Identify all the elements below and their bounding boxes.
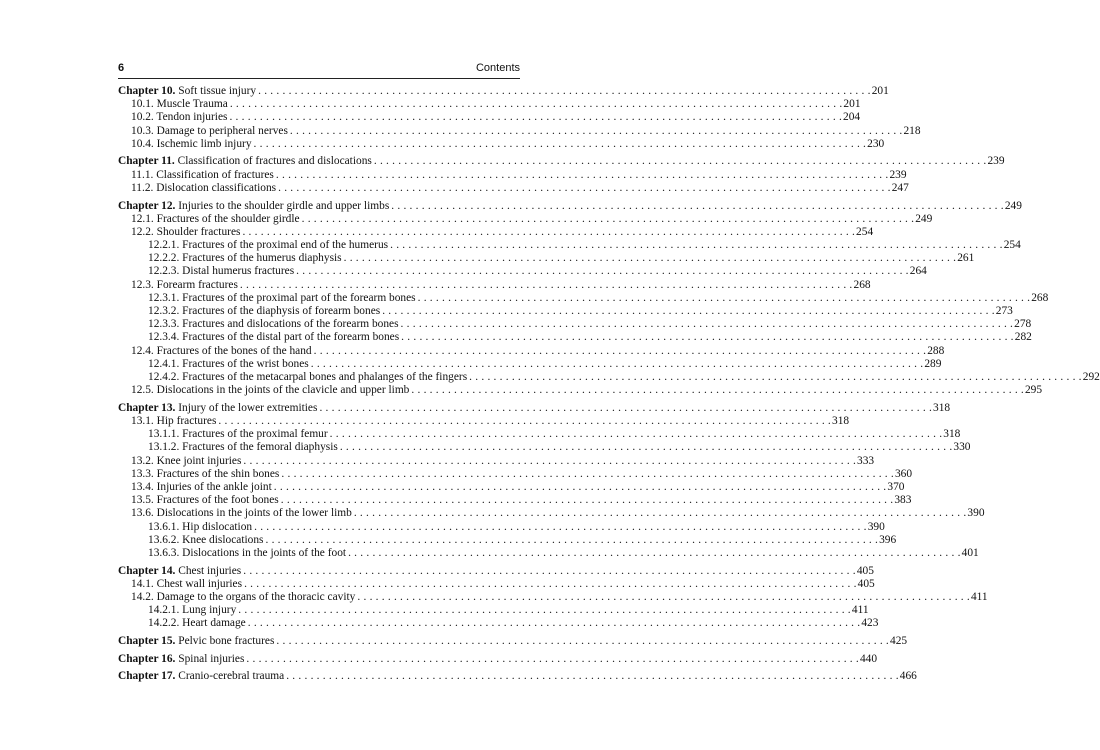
toc-entry-title bbox=[131, 591, 355, 604]
dot-leader bbox=[254, 521, 867, 534]
toc-entry-title bbox=[148, 441, 338, 454]
toc-section-entry bbox=[118, 124, 921, 138]
dot-leader bbox=[357, 591, 970, 604]
entry-label: 14.1. Chest wall injuries bbox=[131, 577, 243, 590]
toc-entry-title bbox=[118, 670, 284, 683]
toc-entry-title bbox=[131, 182, 276, 195]
entry-label: 10.1. Muscle Trauma bbox=[131, 98, 228, 111]
entry-page-number: 288 bbox=[927, 344, 945, 357]
entry-label: 12.4.1. Fractures of the wrist bones bbox=[148, 357, 309, 370]
entry-page-number: 273 bbox=[995, 305, 1013, 317]
toc-chapter-entry bbox=[118, 564, 874, 578]
toc-section-entry bbox=[118, 533, 897, 547]
entry-label: 12.3.3. Fractures and dislocations of the forearm bones bbox=[148, 318, 399, 331]
toc-entry-title bbox=[148, 371, 467, 384]
dot-leader bbox=[344, 252, 957, 265]
entry-page-number: 249 bbox=[915, 212, 933, 225]
dot-leader bbox=[243, 455, 856, 468]
entry-page-number: 466 bbox=[899, 670, 917, 683]
toc-entry-title bbox=[148, 252, 342, 265]
entry-label: 12.2.3. Distal humerus fractures bbox=[148, 265, 295, 278]
toc-entry-title bbox=[131, 415, 216, 428]
toc-chapter-entry bbox=[118, 85, 889, 98]
toc-chapter-entry bbox=[118, 652, 878, 666]
entry-page-number: 254 bbox=[1003, 239, 1021, 252]
toc-section-entry bbox=[118, 494, 912, 507]
toc-entry-title bbox=[148, 318, 399, 331]
entry-label: 12.3. Forearm fractures bbox=[131, 278, 238, 291]
toc-section-entry bbox=[118, 604, 869, 617]
entry-label: 12.2.2. Fractures of the humerus diaphysis bbox=[148, 252, 342, 265]
entry-page-number: 411 bbox=[970, 590, 988, 603]
toc-entry-title bbox=[131, 226, 240, 239]
toc-entry-title bbox=[131, 468, 279, 481]
toc-entry-title bbox=[118, 635, 274, 648]
entry-page-number: 292 bbox=[1082, 370, 1100, 383]
header-rule bbox=[118, 78, 520, 79]
toc-entry-title bbox=[148, 617, 246, 630]
chapter-number: Chapter 12. bbox=[118, 199, 176, 212]
entry-page-number: 383 bbox=[894, 494, 912, 507]
dot-leader bbox=[258, 85, 871, 98]
entry-label: 13.6.1. Hip dislocation bbox=[148, 520, 253, 533]
entry-page-number: 201 bbox=[843, 98, 861, 111]
toc-section-entry bbox=[118, 181, 909, 195]
toc-section-entry bbox=[118, 480, 905, 494]
toc-chapter-entry bbox=[118, 635, 908, 648]
toc-entry-title bbox=[148, 265, 294, 278]
entry-page-number: 254 bbox=[856, 225, 874, 238]
entry-label: 12.2.1. Fractures of the proximal end of the humerus bbox=[148, 239, 389, 252]
dot-leader bbox=[348, 547, 961, 560]
dot-leader bbox=[401, 331, 1014, 344]
entry-page-number: 396 bbox=[879, 533, 897, 546]
entry-page-number: 333 bbox=[857, 454, 875, 467]
toc-section-entry bbox=[118, 291, 1049, 305]
entry-page-number: 239 bbox=[987, 155, 1005, 168]
entry-label: 13.6. Dislocations in the joints of the lower limb bbox=[131, 507, 352, 520]
entry-label: 11.1. Classification of fractures bbox=[131, 168, 274, 181]
entry-label: 12.4. Fractures of the bones of the hand bbox=[131, 344, 312, 357]
toc-chapter-entry bbox=[118, 670, 917, 683]
entry-page-number: 218 bbox=[903, 124, 921, 137]
entry-page-number: 423 bbox=[861, 617, 879, 630]
dot-leader bbox=[244, 578, 857, 591]
toc-section-entry bbox=[118, 384, 1043, 397]
dot-leader bbox=[401, 318, 1014, 331]
entry-page-number: 360 bbox=[894, 467, 913, 480]
entry-page-number: 230 bbox=[867, 137, 885, 150]
toc-section-entry bbox=[118, 344, 945, 358]
toc-section-entry bbox=[118, 546, 979, 560]
entry-page-number: 401 bbox=[961, 546, 979, 559]
toc-entry-title bbox=[131, 494, 279, 507]
entry-page-number: 278 bbox=[1014, 318, 1032, 331]
toc-entry-title bbox=[148, 239, 388, 252]
toc-entry-title bbox=[131, 98, 228, 111]
chapter-number: Chapter 15. bbox=[118, 635, 176, 647]
toc-section-entry bbox=[118, 577, 875, 591]
dot-leader bbox=[314, 345, 927, 358]
entry-label: 13.2. Knee joint injuries bbox=[131, 454, 242, 467]
toc-section-entry bbox=[118, 98, 861, 111]
toc-entry-title bbox=[148, 534, 263, 547]
entry-label: Classification of fractures and dislocations bbox=[177, 155, 372, 168]
toc-entry-title bbox=[131, 507, 352, 520]
toc-section-entry bbox=[118, 278, 871, 292]
toc-section-entry bbox=[118, 370, 1100, 384]
dot-leader bbox=[276, 169, 889, 182]
entry-page-number: 390 bbox=[867, 520, 885, 533]
chapter-number: Chapter 17. bbox=[118, 670, 176, 683]
chapter-number: Chapter 11. bbox=[118, 155, 175, 168]
entry-label: Pelvic bone fractures bbox=[178, 635, 275, 647]
entry-label: Chest injuries bbox=[178, 564, 242, 577]
dot-leader bbox=[254, 138, 867, 151]
entry-page-number: 201 bbox=[871, 85, 889, 97]
entry-label: Spinal injuries bbox=[178, 652, 245, 665]
dot-leader bbox=[274, 481, 887, 494]
toc-entry-title bbox=[131, 111, 227, 124]
entry-label: 13.5. Fractures of the foot bones bbox=[131, 494, 279, 507]
toc-section-entry bbox=[118, 590, 988, 604]
toc-entry-title bbox=[118, 565, 241, 578]
dot-leader bbox=[382, 305, 995, 318]
chapter-number: Chapter 13. bbox=[118, 401, 176, 414]
toc-section-entry bbox=[118, 331, 1032, 344]
toc-section-entry bbox=[118, 305, 1013, 318]
toc-entry-title bbox=[148, 428, 328, 441]
toc-entry-title bbox=[131, 455, 241, 468]
toc-section-entry bbox=[118, 520, 885, 534]
toc-entry-title bbox=[148, 521, 252, 534]
entry-page-number: 264 bbox=[909, 265, 927, 278]
dot-leader bbox=[469, 371, 1082, 384]
dot-leader bbox=[330, 428, 943, 441]
entry-page-number: 268 bbox=[1031, 291, 1049, 304]
toc-entry-title bbox=[118, 200, 389, 213]
toc-entry-title bbox=[118, 85, 256, 98]
entry-label: 12.5. Dislocations in the joints of the clavicle and upper limb bbox=[131, 384, 410, 397]
page-number: 6 bbox=[118, 62, 125, 74]
toc-section-entry bbox=[118, 252, 975, 265]
toc-section-entry bbox=[118, 467, 913, 481]
toc-entry-title bbox=[131, 481, 272, 494]
dot-leader bbox=[390, 239, 1003, 252]
entry-page-number: 405 bbox=[857, 577, 875, 590]
entry-page-number: 261 bbox=[957, 252, 975, 265]
toc-entry-title bbox=[131, 169, 274, 182]
chapter-number: Chapter 14. bbox=[118, 564, 176, 577]
entry-label: 12.4.2. Fractures of the metacarpal bones and phalanges of the fingers bbox=[148, 370, 468, 383]
toc-entry-title bbox=[131, 578, 242, 591]
toc-section-entry bbox=[118, 507, 985, 520]
dot-leader bbox=[296, 265, 909, 278]
entry-label: 10.4. Ischemic limb injury bbox=[131, 137, 252, 150]
dot-leader bbox=[276, 635, 889, 648]
toc-entry-title bbox=[131, 279, 238, 292]
toc-section-entry bbox=[118, 617, 879, 630]
toc-section-entry bbox=[118, 212, 933, 226]
toc-section-entry bbox=[118, 265, 927, 278]
toc-chapter-entry bbox=[118, 199, 1022, 213]
toc-entry-title bbox=[131, 213, 300, 226]
dot-leader bbox=[374, 155, 987, 168]
entry-page-number: 318 bbox=[933, 401, 951, 414]
entry-label: 12.2. Shoulder fractures bbox=[131, 225, 241, 238]
toc-section-entry bbox=[118, 415, 850, 428]
entry-page-number: 440 bbox=[859, 652, 878, 665]
entry-page-number: 370 bbox=[887, 480, 905, 493]
toc-entry-title bbox=[118, 155, 372, 168]
toc-section-entry bbox=[118, 428, 961, 441]
toc-entry-title bbox=[148, 305, 380, 318]
entry-label: 13.1. Hip fractures bbox=[131, 415, 217, 427]
toc-entry-title bbox=[131, 138, 252, 151]
dot-leader bbox=[278, 182, 891, 195]
dot-leader bbox=[265, 534, 878, 547]
entry-page-number: 318 bbox=[943, 428, 961, 441]
entry-label: 13.3. Fractures of the shin bones bbox=[131, 467, 280, 480]
toc-chapter-entry bbox=[118, 155, 1005, 168]
dot-leader bbox=[240, 279, 853, 292]
entry-label: Soft tissue injury bbox=[178, 85, 257, 97]
dot-leader bbox=[340, 441, 953, 454]
entry-page-number: 282 bbox=[1014, 331, 1032, 344]
dot-leader bbox=[286, 670, 899, 683]
entry-label: 12.3.2. Fractures of the diaphysis of forearm bones bbox=[148, 305, 381, 317]
toc-entry-title bbox=[118, 402, 317, 415]
entry-page-number: 268 bbox=[853, 278, 871, 291]
entry-label: 14.2.1. Lung injury bbox=[148, 604, 237, 617]
entry-label: 14.2. Damage to the organs of the thoracic cavity bbox=[131, 590, 356, 603]
toc-entry-title bbox=[131, 345, 312, 358]
entry-page-number: 239 bbox=[889, 168, 907, 181]
toc-section-entry bbox=[118, 137, 885, 151]
entry-page-number: 204 bbox=[843, 111, 861, 124]
dot-leader bbox=[290, 125, 903, 138]
toc-section-entry bbox=[118, 454, 875, 468]
entry-label: 10.2. Tendon injuries bbox=[131, 111, 228, 124]
dot-leader bbox=[281, 494, 894, 507]
toc-section-entry bbox=[118, 225, 874, 239]
dot-leader bbox=[391, 200, 1004, 213]
toc-entry-title bbox=[118, 653, 244, 666]
toc-entry-title bbox=[131, 384, 409, 397]
toc-entry-title bbox=[148, 331, 399, 344]
dot-leader bbox=[302, 213, 915, 226]
entry-page-number: 247 bbox=[891, 181, 909, 194]
dot-leader bbox=[354, 507, 967, 520]
dot-leader bbox=[281, 468, 894, 481]
toc-section-entry bbox=[118, 318, 1032, 331]
toc-section-entry bbox=[118, 239, 1021, 252]
dot-leader bbox=[411, 384, 1024, 397]
chapter-number: Chapter 16. bbox=[118, 652, 176, 665]
toc-section-entry bbox=[118, 168, 907, 182]
dot-leader bbox=[218, 415, 831, 428]
entry-label: 13.6.2. Knee dislocations bbox=[148, 533, 264, 546]
entry-label: 13.1.2. Fractures of the femoral diaphysis bbox=[148, 441, 338, 454]
entry-label: Cranio-cerebral trauma bbox=[178, 670, 285, 683]
running-title: Contents bbox=[475, 62, 520, 74]
entry-label: 13.6.3. Dislocations in the joints of the foot bbox=[148, 546, 347, 559]
toc-entry-title bbox=[131, 125, 288, 138]
dot-leader bbox=[230, 98, 843, 111]
entry-page-number: 318 bbox=[832, 415, 850, 427]
dot-leader bbox=[418, 292, 1031, 305]
toc-section-entry bbox=[118, 357, 942, 371]
table-of-contents bbox=[118, 85, 1100, 684]
dot-leader bbox=[243, 565, 856, 578]
toc-entry-title bbox=[148, 292, 416, 305]
entry-page-number: 405 bbox=[856, 564, 874, 577]
page-header bbox=[118, 62, 520, 76]
chapter-number: Chapter 10. bbox=[118, 85, 176, 97]
entry-label: 13.4. Injuries of the ankle joint bbox=[131, 480, 272, 493]
entry-page-number: 249 bbox=[1004, 199, 1022, 212]
entry-label: 14.2.2. Heart damage bbox=[148, 617, 246, 630]
entry-label: Injury of the lower extremities bbox=[178, 401, 318, 414]
dot-leader bbox=[311, 358, 924, 371]
entry-label: 12.3.1. Fractures of the proximal part of the forearm bones bbox=[148, 291, 416, 304]
entry-label: Injuries to the shoulder girdle and upper limbs bbox=[178, 199, 390, 212]
toc-chapter-entry bbox=[118, 401, 951, 415]
dot-leader bbox=[238, 604, 851, 617]
entry-page-number: 390 bbox=[967, 507, 985, 520]
toc-entry-title bbox=[148, 604, 236, 617]
entry-page-number: 411 bbox=[851, 604, 869, 617]
toc-section-entry bbox=[118, 111, 861, 124]
entry-page-number: 289 bbox=[924, 357, 942, 370]
entry-page-number: 330 bbox=[953, 441, 971, 454]
dot-leader bbox=[229, 111, 842, 124]
dot-leader bbox=[248, 617, 861, 630]
toc-entry-title bbox=[148, 547, 346, 560]
dot-leader bbox=[246, 653, 859, 666]
entry-label: 12.3.4. Fractures of the distal part of the forearm bones bbox=[148, 331, 400, 344]
toc-entry-title bbox=[148, 358, 309, 371]
dot-leader bbox=[242, 226, 855, 239]
toc-section-entry bbox=[118, 441, 971, 454]
entry-label: 13.1.1. Fractures of the proximal femur bbox=[148, 428, 328, 441]
entry-label: 10.3. Damage to peripheral nerves bbox=[131, 124, 288, 137]
entry-label: 12.1. Fractures of the shoulder girdle bbox=[131, 212, 300, 225]
entry-page-number: 295 bbox=[1024, 384, 1043, 397]
entry-page-number: 425 bbox=[890, 635, 908, 647]
entry-label: 11.2. Dislocation classifications bbox=[131, 181, 277, 194]
dot-leader bbox=[319, 402, 932, 415]
